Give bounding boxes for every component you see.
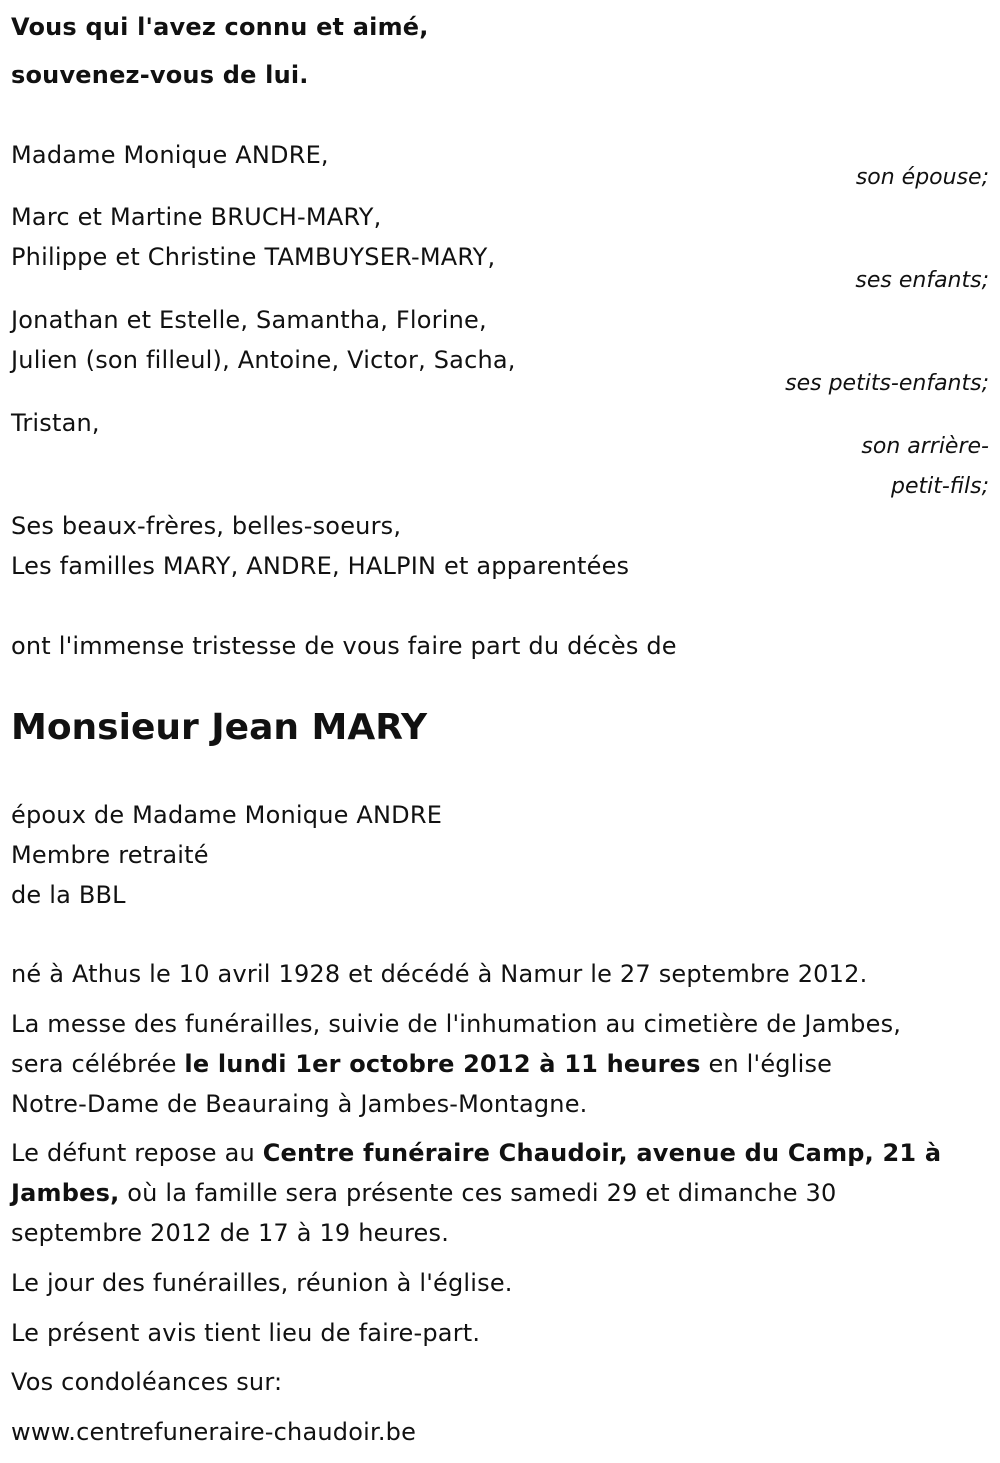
notice-line: Le présent avis tient lieu de faire-part. <box>11 1319 481 1347</box>
grandchildren-role: ses petits-enfants; <box>785 371 989 396</box>
rest-location: Centre funéraire Chaudoir, avenue du Camp, 21 à <box>262 1139 942 1167</box>
children-role: ses enfants; <box>855 268 989 293</box>
deceased-member-line: Membre retraité <box>11 841 209 869</box>
deceased-name: Monsieur Jean MARY <box>11 707 428 748</box>
children-line-2: Philippe et Christine TAMBUYSER-MARY, <box>11 243 496 271</box>
spouse-role: son épouse; <box>855 165 989 190</box>
rest-line-3: septembre 2012 de 17 à 19 heures. <box>11 1219 450 1247</box>
rest-line-2-post: où la famille sera présente ces samedi 29 et dimanche 30 <box>119 1179 837 1207</box>
gathering-line: Le jour des funérailles, réunion à l'église. <box>11 1269 513 1297</box>
funeral-line-3: Notre-Dame de Beauraing à Jambes-Montagne. <box>11 1090 588 1118</box>
funeral-line-2 <box>11 1049 832 1079</box>
inlaws-line-1: Ses beaux-frères, belles-soeurs, <box>11 512 402 540</box>
condolences-line: Vos condoléances sur: <box>11 1368 283 1396</box>
greatgrandchild-name: Tristan, <box>11 409 100 437</box>
inlaws-line-2: Les familles MARY, ANDRE, HALPIN et apparentées <box>11 552 630 580</box>
intro-line-1: Vous qui l'avez connu et aimé, <box>11 13 429 41</box>
birth-death-line: né à Athus le 10 avril 1928 et décédé à Namur le 27 septembre 2012. <box>11 960 868 988</box>
funeral-date-time: le lundi 1er octobre 2012 à 11 heures <box>184 1050 701 1078</box>
intro-line-2: souvenez-vous de lui. <box>11 61 309 89</box>
deceased-organization-line: de la BBL <box>11 881 126 909</box>
funeral-line-2-pre: sera célébrée <box>11 1050 185 1078</box>
spouse-name: Madame Monique ANDRE, <box>11 141 329 169</box>
rest-line-1-pre: Le défunt repose au <box>11 1139 263 1167</box>
greatgrandchild-role-line-2: petit-fils; <box>890 474 989 499</box>
grandchildren-line-1: Jonathan et Estelle, Samantha, Florine, <box>11 306 487 334</box>
website-text: www.centrefuneraire-chaudoir.be <box>11 1418 417 1446</box>
children-line-1: Marc et Martine BRUCH-MARY, <box>11 203 382 231</box>
greatgrandchild-role-line-1: son arrière- <box>861 434 989 459</box>
rest-line-2 <box>11 1178 837 1208</box>
funeral-line-2-post: en l'église <box>700 1050 833 1078</box>
grandchildren-line-2: Julien (son filleul), Antoine, Victor, Sacha, <box>11 346 516 374</box>
deceased-spouse-line: époux de Madame Monique ANDRE <box>11 801 443 829</box>
announcement: ont l'immense tristesse de vous faire part du décès de <box>11 632 677 660</box>
funeral-line-1: La messe des funérailles, suivie de l'inhumation au cimetière de Jambes, <box>11 1010 902 1038</box>
rest-location-city: Jambes, <box>11 1179 120 1207</box>
rest-line-1 <box>11 1138 941 1168</box>
